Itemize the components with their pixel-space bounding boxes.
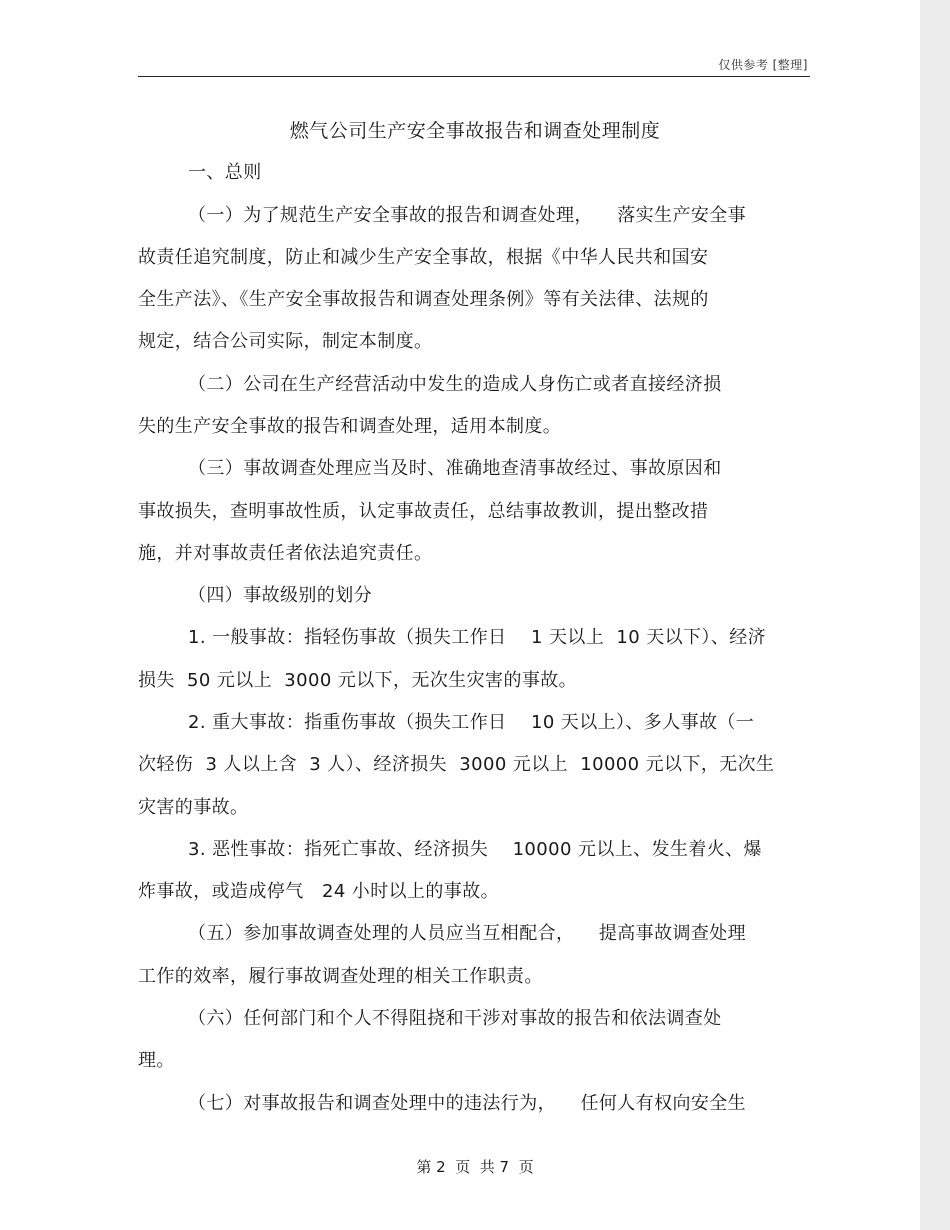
paragraph-line: 1. 一般事故：指轻伤事故（损失工作日 1 天以上 10 天以下）、经济: [188, 627, 767, 648]
paragraph-line: 损失 50 元以上 3000 元以下，无次生灾害的事故。: [138, 670, 578, 691]
paragraph-line: （二）公司在生产经营活动中发生的造成人身伤亡或者直接经济损: [188, 374, 722, 395]
paragraph-line: 事故损失，查明事故性质，认定事故责任，总结事故教训，提出整改措: [138, 501, 709, 522]
paragraph-line: （五）参加事故调查处理的人员应当互相配合， 提高事故调查处理: [188, 923, 747, 944]
paragraph-line: （一）为了规范生产安全事故的报告和调查处理， 落实生产安全事: [188, 205, 747, 226]
paragraph-line: 3. 恶性事故：指死亡事故、经济损失 10000 元以上、发生着火、爆: [188, 839, 762, 860]
paragraph-line: 次轻伤 3 人以上含 3 人）、经济损失 3000 元以上 10000 元以下，无次生: [138, 754, 775, 775]
section-heading: 一、总则: [188, 162, 262, 183]
paragraph-line: 施，并对事故责任者依法追究责任。: [138, 543, 433, 564]
paragraph-line: 全生产法》、《生产安全事故报告和调查处理条例》等有关法律、法规的: [138, 289, 709, 310]
document-title: 燃气公司生产安全事故报告和调查处理制度: [289, 120, 661, 142]
paragraph-line: 炸事故，或造成停气 24 小时以上的事故。: [138, 881, 499, 902]
paragraph-line: 故责任追究制度，防止和减少生产安全事故，根据《中华人民共和国安: [138, 247, 709, 268]
page-number: 第 2 页 共 7 页: [416, 1158, 534, 1176]
paragraph-line: 灾害的事故。: [138, 797, 249, 818]
header-divider: [138, 76, 810, 77]
header-note: 仅供参考 [整理]: [718, 58, 808, 72]
paragraph-line: 理。: [138, 1050, 175, 1071]
paragraph-line: （六）任何部门和个人不得阻挠和干涉对事故的报告和依法调查处: [188, 1008, 722, 1029]
paragraph-line: 失的生产安全事故的报告和调查处理，适用本制度。: [138, 416, 562, 437]
paragraph-line: （四）事故级别的划分: [188, 585, 372, 606]
paragraph-line: 2. 重大事故：指重伤事故（损失工作日 10 天以上）、多人事故（一: [188, 712, 755, 733]
paragraph-line: 工作的效率，履行事故调查处理的相关工作职责。: [138, 966, 543, 987]
paragraph-line: 规定，结合公司实际，制定本制度。: [138, 331, 433, 352]
paragraph-line: （七）对事故报告和调查处理中的违法行为， 任何人有权向安全生: [188, 1093, 747, 1114]
paragraph-line: （三）事故调查处理应当及时、准确地查清事故经过、事故原因和: [188, 458, 722, 479]
